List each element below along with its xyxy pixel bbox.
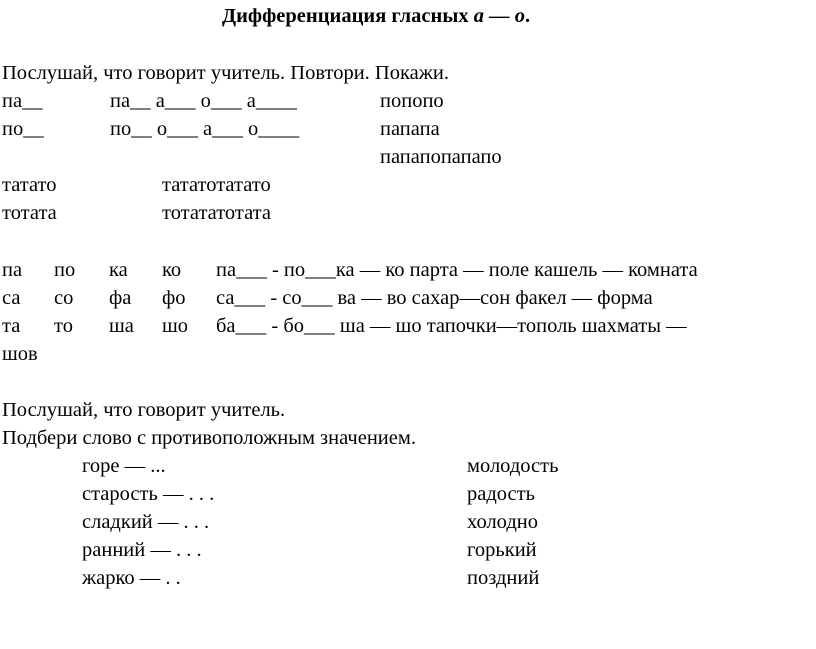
word-chain: ба___ - бо___ ша — шо тапочки—тополь шахматы — [216, 315, 687, 337]
syllable-cell: фо [162, 287, 186, 309]
antonym-option: поздний [467, 567, 540, 589]
syllable-cell: папапа [380, 118, 440, 140]
antonym-option: радость [467, 483, 535, 505]
syllable-cell: са [2, 287, 21, 309]
syllable-cell: та [2, 315, 21, 337]
syllable-cell: ко [162, 259, 182, 281]
antonym-prompt: сладкий — . . . [82, 511, 210, 533]
syllable-cell: татато [2, 174, 57, 196]
syllable-cell: то [54, 315, 73, 337]
antonym-option: молодость [467, 455, 559, 477]
antonym-option: горький [467, 539, 537, 561]
syllable-cell: па__ а___ о___ а____ [110, 90, 297, 112]
antonym-prompt: старость — . . . [82, 483, 215, 505]
instruction-repeat: Послушай, что говорит учитель. Повтори. Покажи. [2, 62, 449, 84]
syllable-cell: папапопапапо [380, 146, 502, 168]
syllable-cell: тататотатато [162, 174, 271, 196]
syllable-cell: ка [109, 259, 128, 281]
antonym-option: холодно [467, 511, 538, 533]
instruction-listen: Послушай, что говорит учитель. [2, 399, 286, 421]
antonym-prompt: ранний — . . . [82, 539, 202, 561]
syllable-cell: попопо [380, 90, 444, 112]
antonym-prompt: горе — ... [82, 455, 166, 477]
page-title: Дифференциация гласных а — о. [222, 5, 531, 27]
syllable-cell: по__ [2, 118, 44, 140]
syllable-cell: фа [109, 287, 132, 309]
syllable-cell: по__ о___ а___ о____ [110, 118, 300, 140]
syllable-cell: ша [109, 315, 134, 337]
syllable-cell: шо [162, 315, 189, 337]
syllable-cell: со [54, 287, 74, 309]
word-chain-wrap: шов [2, 343, 38, 365]
word-chain: са___ - со___ ва — во сахар—сон факел — форма [216, 287, 653, 309]
syllable-cell: па [2, 259, 23, 281]
instruction-antonyms: Подбери слово с противоположным значением. [2, 427, 416, 449]
syllable-cell: по [54, 259, 76, 281]
syllable-cell: тотататотата [162, 202, 271, 224]
antonym-prompt: жарко — . . [82, 567, 181, 589]
syllable-cell: тотата [2, 202, 57, 224]
word-chain: па___ - по___ка — ко парта — поле кашель — комната [216, 259, 698, 281]
syllable-cell: па__ [2, 90, 43, 112]
